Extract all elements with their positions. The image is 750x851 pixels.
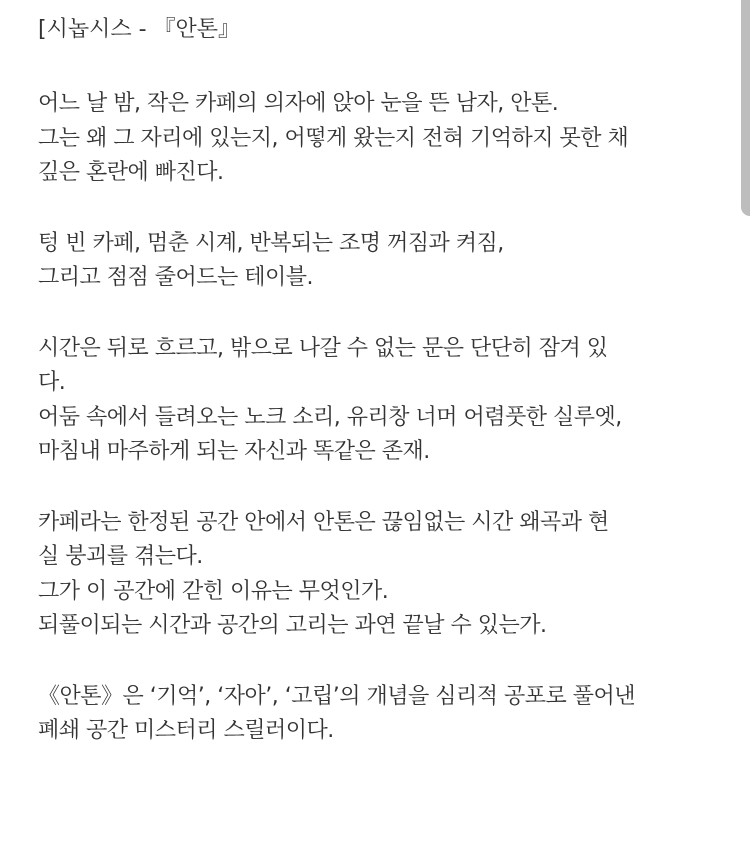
paragraph-3 xyxy=(38,332,728,470)
paragraph-1 xyxy=(38,87,728,191)
text-line: 시간은 뒤로 흐르고, 밖으로 나갈 수 없는 문은 단단히 잠겨 있 xyxy=(38,335,608,361)
text-line: 마침내 마주하게 되는 자신과 똑같은 존재. xyxy=(38,439,430,464)
vertical-scrollbar[interactable] xyxy=(741,0,750,851)
paragraph-4 xyxy=(38,506,728,644)
scrollbar-thumb[interactable] xyxy=(741,0,750,216)
synopsis-document xyxy=(38,12,728,749)
text-line: 어둠 속에서 들려오는 노크 소리, 유리창 너머 어렴풋한 실루엣, xyxy=(38,404,622,430)
text-line: 그리고 점점 줄어드는 테이블. xyxy=(38,265,313,290)
paragraph-5 xyxy=(38,680,728,749)
text-line: 카페라는 한정된 공간 안에서 안톤은 끊임없는 시간 왜곡과 현 xyxy=(38,509,609,535)
text-line: 그는 왜 그 자리에 있는지, 어떻게 왔는지 전혀 기억하지 못한 채 xyxy=(38,125,629,151)
text-line: 폐쇄 공간 미스터리 스릴러이다. xyxy=(38,718,334,743)
text-line: 《안톤》은 ‘기억’, ‘자아’, ‘고립’의 개념을 심리적 공포로 풀어낸 xyxy=(38,683,635,709)
text-line: 그가 이 공간에 갇힌 이유는 무엇인가. xyxy=(38,578,389,604)
text-line: 되풀이되는 시간과 공간의 고리는 과연 끝날 수 있는가. xyxy=(38,613,547,638)
text-line: 텅 빈 카페, 멈춘 시계, 반복되는 조명 꺼짐과 켜짐, xyxy=(38,230,504,256)
text-line: 다. xyxy=(38,370,66,395)
document-title: [시놉시스 - 『안톤』 xyxy=(38,17,241,42)
text-line: 어느 날 밤, 작은 카페의 의자에 앉아 눈을 뜬 남자, 안톤. xyxy=(38,91,559,116)
paragraph-2 xyxy=(38,227,728,296)
text-line: 실 붕괴를 겪는다. xyxy=(38,544,203,569)
text-line: 깊은 혼란에 빠진다. xyxy=(38,160,224,185)
